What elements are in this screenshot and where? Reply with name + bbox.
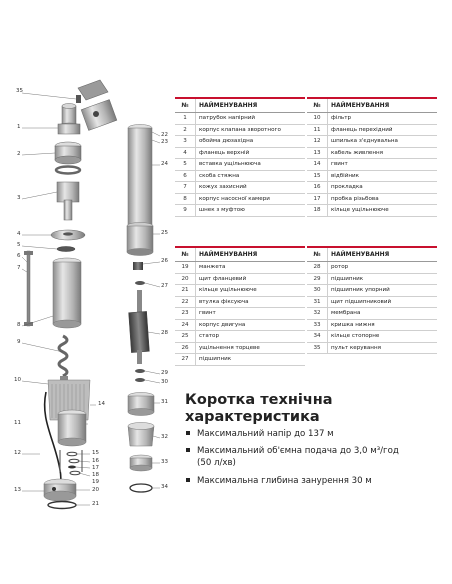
row-name: ротор bbox=[328, 262, 438, 274]
row-name: пульт керування bbox=[328, 342, 438, 354]
spec-text: Максимальний напір до 137 м bbox=[197, 429, 334, 439]
row-name: корпус двигуна bbox=[196, 319, 306, 331]
row-num: 15 bbox=[307, 170, 328, 182]
row-num: 5 bbox=[175, 159, 196, 171]
callout-18: 18 bbox=[92, 472, 99, 478]
row-name: фільтр bbox=[328, 113, 438, 125]
row-num: 30 bbox=[307, 285, 328, 297]
bearings-lower bbox=[135, 369, 145, 382]
nozzle-holder bbox=[56, 167, 80, 221]
pump-chamber-casing bbox=[53, 258, 81, 328]
row-name: ущільнення торцеве bbox=[196, 342, 306, 354]
row-name: скоба стяжна bbox=[196, 170, 306, 182]
row-name: фланець верхній bbox=[196, 147, 306, 159]
table-row bbox=[307, 342, 437, 354]
table-header-row bbox=[175, 98, 305, 113]
row-num: 16 bbox=[307, 182, 328, 194]
row-num: 9 bbox=[175, 205, 196, 217]
table-row bbox=[307, 124, 437, 136]
row-name: статор bbox=[196, 331, 306, 343]
callout-13: 13 bbox=[14, 487, 21, 493]
callout-5: 5 bbox=[17, 242, 21, 248]
callout-35: 35 bbox=[16, 88, 23, 94]
bearing-shield bbox=[128, 393, 154, 416]
row-name: підшипник упорний bbox=[328, 285, 438, 297]
table-row bbox=[175, 147, 305, 159]
bullet-icon bbox=[186, 431, 190, 435]
table-row bbox=[175, 113, 305, 125]
upper-flange bbox=[51, 230, 85, 240]
row-name: корпус клапана зворотного bbox=[196, 124, 306, 136]
row-num: 2 bbox=[175, 124, 196, 136]
callout-17: 17 bbox=[92, 465, 99, 471]
table-row bbox=[307, 296, 437, 308]
row-name: щит фланцевий bbox=[196, 273, 306, 285]
screw-auger bbox=[59, 336, 68, 384]
row-num: 34 bbox=[307, 331, 328, 343]
row-num: 19 bbox=[175, 262, 196, 274]
spec-text-cont: (50 л/хв) bbox=[197, 458, 236, 468]
row-name: обойма дюзахідна bbox=[196, 136, 306, 148]
table-row bbox=[175, 354, 305, 366]
tie-bracket bbox=[24, 251, 33, 326]
table-header-row bbox=[307, 98, 437, 113]
row-num: 23 bbox=[175, 308, 196, 320]
row-num: 20 bbox=[175, 273, 196, 285]
row-name: шнек з муфтою bbox=[196, 205, 306, 217]
row-name: кільце ущільнююче bbox=[328, 205, 438, 217]
row-name: корпус насосної камери bbox=[196, 193, 306, 205]
bottom-cover bbox=[130, 455, 152, 471]
header-num: № bbox=[175, 247, 196, 262]
callout-1: 1 bbox=[17, 124, 21, 130]
callout-19: 19 bbox=[92, 479, 99, 485]
row-num: 29 bbox=[307, 273, 328, 285]
table-row bbox=[175, 136, 305, 148]
row-name: втулка фіксуюча bbox=[196, 296, 306, 308]
row-num: 6 bbox=[175, 170, 196, 182]
row-num: 31 bbox=[307, 296, 328, 308]
callout-3: 3 bbox=[17, 195, 21, 201]
callout-10: 10 bbox=[14, 377, 21, 383]
table-row bbox=[175, 205, 305, 217]
row-num: 21 bbox=[175, 285, 196, 297]
callout-29: 29 bbox=[161, 370, 168, 376]
callout-22: 22 bbox=[161, 132, 168, 138]
table-row bbox=[307, 193, 437, 205]
callout-28: 28 bbox=[161, 330, 168, 336]
table-row bbox=[307, 113, 437, 125]
row-num: 10 bbox=[307, 113, 328, 125]
callout-15: 15 bbox=[92, 450, 99, 456]
row-name: вставка ущільнююча bbox=[196, 159, 306, 171]
table-row bbox=[175, 159, 305, 171]
row-num: 22 bbox=[175, 296, 196, 308]
row-num: 24 bbox=[175, 319, 196, 331]
callout-27: 27 bbox=[161, 283, 168, 289]
table-header-row bbox=[307, 247, 437, 262]
table-row bbox=[175, 319, 305, 331]
table-row bbox=[175, 182, 305, 194]
callout-21: 21 bbox=[92, 501, 99, 507]
table-row bbox=[307, 147, 437, 159]
row-name: патрубок напірний bbox=[196, 113, 306, 125]
table-row bbox=[175, 285, 305, 297]
table-row bbox=[307, 136, 437, 148]
parts-table-1 bbox=[175, 97, 305, 217]
row-num: 25 bbox=[175, 331, 196, 343]
header-name: НАЙМЕНУВАННЯ bbox=[196, 98, 306, 113]
callout-31: 31 bbox=[161, 399, 168, 405]
rotor bbox=[129, 290, 150, 364]
row-num: 4 bbox=[175, 147, 196, 159]
table-row bbox=[307, 262, 437, 274]
parts-table-3 bbox=[175, 246, 305, 366]
table-row bbox=[175, 124, 305, 136]
row-num: 17 bbox=[307, 193, 328, 205]
check-valve-body bbox=[55, 142, 81, 164]
sealing-insert bbox=[57, 247, 75, 252]
row-num: 11 bbox=[307, 124, 328, 136]
callout-4: 4 bbox=[17, 231, 21, 237]
callout-16: 16 bbox=[92, 458, 99, 464]
header-name: НАЙМЕНУВАННЯ bbox=[328, 98, 438, 113]
row-name: пробка різьбова bbox=[328, 193, 438, 205]
row-num: 35 bbox=[307, 342, 328, 354]
row-name: гвинт bbox=[196, 308, 306, 320]
callout-20: 20 bbox=[92, 487, 99, 493]
table-row bbox=[175, 296, 305, 308]
table-header-row bbox=[175, 247, 305, 262]
callout-8: 8 bbox=[17, 322, 21, 328]
row-name: кабель живлення bbox=[328, 147, 438, 159]
row-num: 7 bbox=[175, 182, 196, 194]
parts-table-2 bbox=[307, 97, 437, 217]
callout-12: 12 bbox=[14, 450, 21, 456]
callout-11: 11 bbox=[14, 420, 21, 426]
row-num: 28 bbox=[307, 262, 328, 274]
table-row bbox=[307, 285, 437, 297]
row-num: 32 bbox=[307, 308, 328, 320]
row-name: кожух захисний bbox=[196, 182, 306, 194]
retaining-ring bbox=[130, 484, 152, 492]
callout-24: 24 bbox=[161, 161, 168, 167]
parts-table-4 bbox=[307, 246, 437, 354]
bullet-icon bbox=[186, 448, 190, 452]
row-num: 12 bbox=[307, 136, 328, 148]
row-num: 8 bbox=[175, 193, 196, 205]
row-num: 14 bbox=[307, 159, 328, 171]
callout-34: 34 bbox=[161, 484, 168, 490]
table-row bbox=[175, 331, 305, 343]
row-num: 13 bbox=[307, 147, 328, 159]
row-name: шпилька з'єднувальна bbox=[328, 136, 438, 148]
table-row bbox=[307, 319, 437, 331]
spec-text: Максимальна глибина занурення 30 м bbox=[197, 476, 372, 486]
row-num: 33 bbox=[307, 319, 328, 331]
table-row bbox=[307, 331, 437, 343]
table-row bbox=[175, 342, 305, 354]
header-name: НАЙМЕНУВАННЯ bbox=[328, 247, 438, 262]
row-num: 3 bbox=[175, 136, 196, 148]
table-row bbox=[175, 193, 305, 205]
discharge-nozzle bbox=[58, 104, 80, 135]
callout-33: 33 bbox=[161, 459, 168, 465]
spec-item-flow bbox=[186, 445, 448, 469]
small-rings bbox=[67, 452, 80, 475]
table-row bbox=[307, 182, 437, 194]
header-num: № bbox=[175, 98, 196, 113]
row-name: кільце стопорне bbox=[328, 331, 438, 343]
row-name: кільце ущільнююче bbox=[196, 285, 306, 297]
row-name: відбійник bbox=[328, 170, 438, 182]
table-row bbox=[175, 273, 305, 285]
row-num: 1 bbox=[175, 113, 196, 125]
table-row bbox=[175, 308, 305, 320]
callout-26: 26 bbox=[161, 258, 168, 264]
bearing-upper bbox=[135, 281, 145, 285]
table-row bbox=[175, 262, 305, 274]
callout-32: 32 bbox=[161, 434, 168, 440]
bullet-icon bbox=[186, 478, 190, 482]
callout-7: 7 bbox=[17, 265, 21, 271]
row-name: мембрана bbox=[328, 308, 438, 320]
table-row bbox=[307, 159, 437, 171]
callout-23: 23 bbox=[161, 139, 168, 145]
membrane bbox=[128, 423, 154, 447]
header-num: № bbox=[307, 247, 328, 262]
table-row bbox=[307, 205, 437, 217]
callout-14: 14 bbox=[98, 401, 105, 407]
row-name: прокладка bbox=[328, 182, 438, 194]
mechanical-seal bbox=[133, 262, 143, 270]
flange-shield bbox=[44, 479, 76, 501]
header-name: НАЙМЕНУВАННЯ bbox=[196, 247, 306, 262]
callout-2: 2 bbox=[17, 151, 21, 157]
row-name: кришка нижня bbox=[328, 319, 438, 331]
specs-title: Коротка технічна характеристика bbox=[185, 392, 333, 425]
row-name: гвинт bbox=[328, 159, 438, 171]
table-row bbox=[307, 308, 437, 320]
callout-30: 30 bbox=[161, 379, 168, 385]
spec-text: Максимальний об'ємна подача до 3,0 м³/год bbox=[197, 446, 399, 456]
row-name: манжета bbox=[196, 262, 306, 274]
stator bbox=[127, 223, 153, 256]
adapter-flange bbox=[58, 410, 86, 446]
callout-9: 9 bbox=[17, 339, 21, 345]
table-row bbox=[175, 170, 305, 182]
row-num: 18 bbox=[307, 205, 328, 217]
row-name: фланець перехідний bbox=[328, 124, 438, 136]
row-name: щит підшипниковий bbox=[328, 296, 438, 308]
row-name: підшипник bbox=[328, 273, 438, 285]
o-ring-bottom bbox=[48, 502, 76, 509]
control-box bbox=[76, 80, 117, 130]
row-name: підшипник bbox=[196, 354, 306, 366]
row-num: 26 bbox=[175, 342, 196, 354]
table-row bbox=[307, 170, 437, 182]
callout-25: 25 bbox=[161, 230, 168, 236]
table-row bbox=[307, 273, 437, 285]
header-num: № bbox=[307, 98, 328, 113]
callout-6: 6 bbox=[17, 253, 21, 259]
spec-item-depth bbox=[186, 475, 448, 487]
spec-item-head bbox=[186, 428, 448, 440]
exploded-pump-diagram bbox=[0, 0, 178, 584]
row-num: 27 bbox=[175, 354, 196, 366]
